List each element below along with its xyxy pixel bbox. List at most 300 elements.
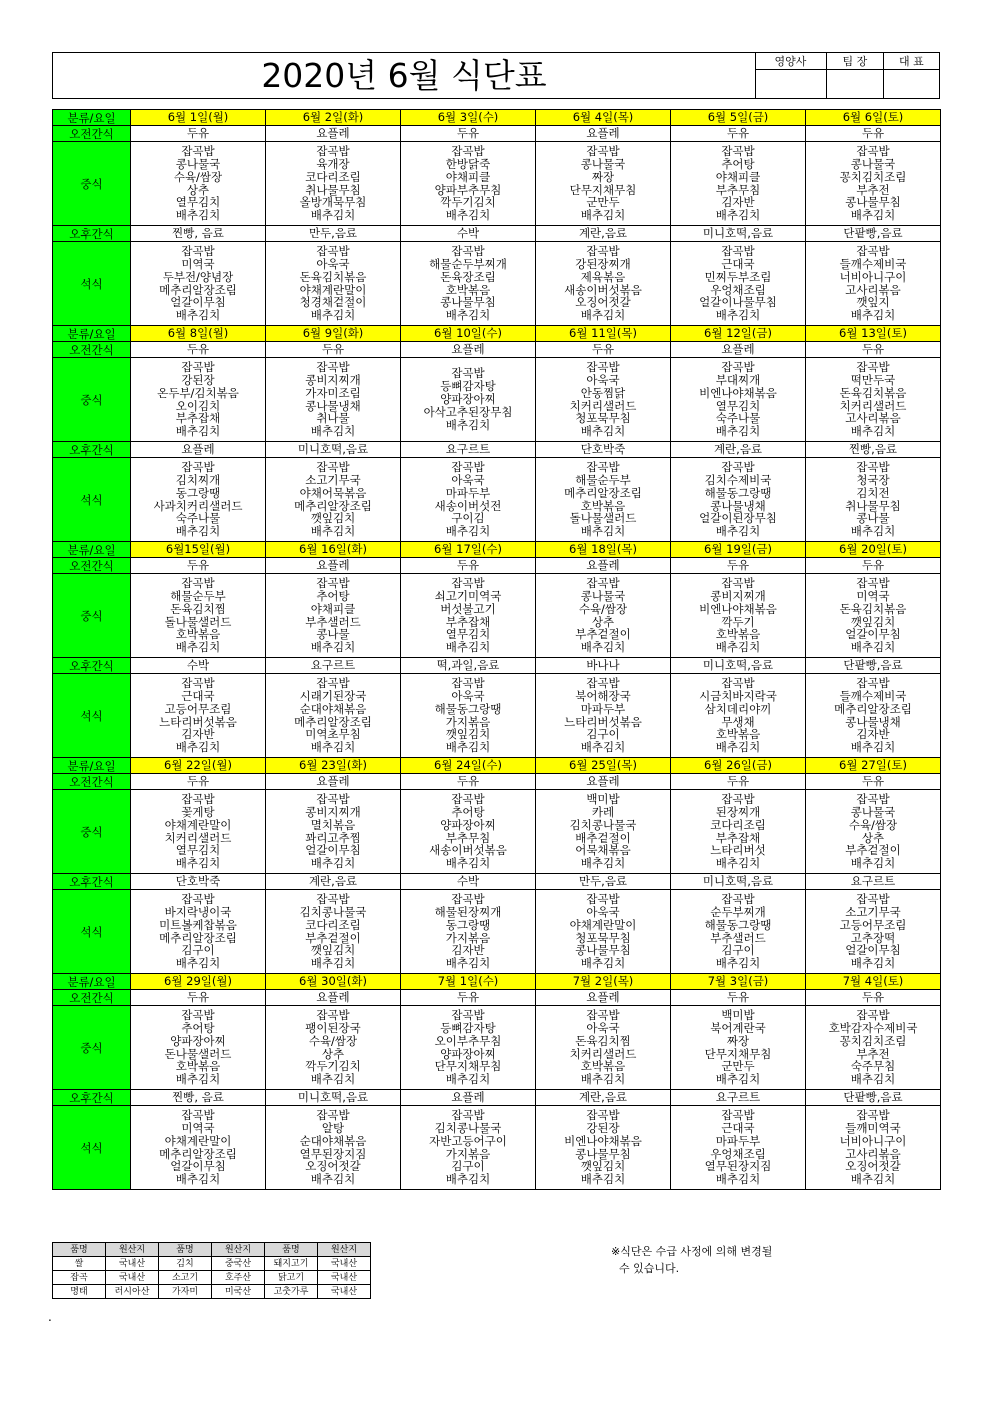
origin-cell: 돼지고기 [265,1257,318,1271]
dinner-cell-text: 잡곡밥 알탕 순대야채볶음 열무된장지짐 오징어젓갈 배추김치 [299,1107,367,1187]
pm-snack-cell [806,658,941,674]
row-label-lunch: 중식 [53,142,131,226]
lunch-cell-text: 잡곡밥 해물순두부 돈육김치찜 돌나물샐러드 호박볶음 배추김치 [164,575,232,655]
pm-snack-cell [401,226,536,242]
date-cell-text: 6월 24일(수) [434,758,502,773]
am-snack-cell-text: 두유 [321,342,345,357]
dinner-cell [131,890,266,974]
date-cell-text: 6월 5일(금) [707,110,769,125]
row-label-category: 분류/요일 [53,758,131,774]
pm-snack-cell-text: 만두,음료 [308,226,358,241]
am-snack-cell [266,126,401,142]
date-cell-text: 6월 10일(수) [434,326,502,341]
header-box [52,52,940,99]
pm-snack-cell [401,658,536,674]
dinner-cell [131,674,266,758]
lunch-cell [671,790,806,874]
dinner-cell [671,890,806,974]
date-cell [671,110,806,126]
lunch-cell [266,142,401,226]
origin-cell: 원산지 [106,1243,159,1257]
lunch-cell-text: 잡곡밥 팽이된장국 수육/쌈장 상추 깍두기김치 배추김치 [305,1007,361,1087]
date-cell [401,758,536,774]
dinner-cell-text: 잡곡밥 순두부찌개 해물동그랑땡 부추샐러드 김구이 배추김치 [704,891,772,971]
row-label-dinner: 석식 [53,1106,131,1190]
dinner-cell-text: 잡곡밥 아욱국 야채계란말이 청포묵무침 콩나물무침 배추김치 [569,891,637,971]
lunch-cell [401,1006,536,1090]
pm-snack-cell [671,226,806,242]
date-cell-text: 6월 20일(토) [839,542,907,557]
lunch-cell [401,142,536,226]
approval-sign-slot [883,70,939,99]
dinner-cell [131,1106,266,1190]
pm-snack-cell [131,658,266,674]
pm-snack-cell [671,442,806,458]
row-label-pm: 오후간식 [53,226,131,242]
am-snack-cell-text: 두유 [186,774,210,789]
date-cell-text: 6월 23일(화) [299,758,367,773]
date-cell-text: 6월 11일(목) [569,326,637,341]
row-label-lunch: 중식 [53,358,131,442]
dinner-cell-text: 잡곡밥 해물된장찌개 동그랑땡 가지볶음 김자반 배추김치 [434,891,502,971]
row-label-pm: 오후간식 [53,442,131,458]
row-label-dinner: 석식 [53,242,131,326]
lunch-cell [401,790,536,874]
origin-cell: 김치 [159,1257,212,1271]
date-cell [131,974,266,990]
lunch-cell [266,574,401,658]
pm-snack-cell [266,658,401,674]
am-snack-cell [671,558,806,574]
approval-team-leader: 팀 장 [826,53,883,70]
origin-cell: 가자미 [159,1285,212,1299]
am-snack-cell-text: 두유 [186,126,210,141]
week-1-pm-row [53,226,941,242]
origin-cell: 국내산 [318,1271,371,1285]
pm-snack-cell-text: 미니호떡,음료 [297,1090,369,1105]
date-cell [671,974,806,990]
week-1-lunch-row [53,142,941,226]
pm-snack-cell-text: 찐빵, 음료 [172,226,224,241]
origin-cell: 원산지 [318,1243,371,1257]
dinner-cell [536,458,671,542]
origin-cell: 국내산 [106,1271,159,1285]
date-cell-text: 6월 17일(수) [434,542,502,557]
am-snack-cell-text: 두유 [861,774,885,789]
date-cell-text: 7월 4일(토) [842,974,904,989]
pm-snack-cell [671,1090,806,1106]
am-snack-cell [671,990,806,1006]
pm-snack-cell [536,658,671,674]
pm-snack-cell-text: 계란,음료 [578,1090,628,1105]
dinner-cell-text: 잡곡밥 미역국 야채계란말이 메추리알장조림 얼갈이무침 배추김치 [159,1107,237,1187]
date-cell [806,758,941,774]
origin-cell: 명태 [53,1285,106,1299]
am-snack-cell-text: 요플레 [316,774,350,789]
origin-cell: 닭고기 [265,1271,318,1285]
date-cell-text: 6월 6일(토) [842,110,904,125]
pm-snack-cell-text: 미니호떡,음료 [702,658,774,673]
am-snack-cell-text: 요플레 [316,558,350,573]
lunch-cell [131,142,266,226]
origin-cell: 품명 [265,1243,318,1257]
pm-snack-cell [131,1090,266,1106]
date-cell-text: 6월 26일(금) [704,758,772,773]
dinner-cell [266,458,401,542]
lunch-cell-text: 잡곡밥 육개장 코다리조림 취나물무침 올방개묵무침 배추김치 [299,143,367,223]
row-label-lunch: 중식 [53,1006,131,1090]
origin-cell: 품명 [159,1243,212,1257]
am-snack-cell [131,126,266,142]
week-2-dates-row [53,326,941,342]
dinner-cell-text: 잡곡밥 아욱국 마파두부 새송이버섯전 구이김 배추김치 [434,459,502,539]
am-snack-cell [131,558,266,574]
week-5-lunch-row [53,1006,941,1090]
lunch-cell-text: 잡곡밥 호박감자수제비국 꽁치김치조림 부추전 숙주무침 배추김치 [828,1007,918,1087]
meal-plan-table [52,109,941,1190]
dinner-cell [536,1106,671,1190]
pm-snack-cell-text: 단호박죽 [580,442,626,457]
row-label-am: 오전간식 [53,126,131,142]
pm-snack-cell-text: 요구르트 [850,874,896,889]
date-cell-text: 6월 19일(금) [704,542,772,557]
pm-snack-cell [806,226,941,242]
date-cell-text: 6월 3일(수) [437,110,499,125]
dinner-cell-text: 잡곡밥 김치수제비국 해물동그랑땡 콩나물냉채 얼갈이된장무침 배추김치 [699,459,777,539]
row-label-dinner: 석식 [53,890,131,974]
lunch-cell [536,1006,671,1090]
origin-cell: 품명 [53,1243,106,1257]
lunch-cell-text: 잡곡밥 강된장 온두부/김치볶음 오이김치 부추잡채 배추김치 [157,359,239,439]
origin-row [53,1257,371,1271]
week-1-dinner-row [53,242,941,326]
am-snack-cell [266,990,401,1006]
dinner-cell-text: 잡곡밥 김치콩나물국 자반고등어구이 가지볶음 김구이 배추김치 [429,1107,507,1187]
pm-snack-cell-text: 계란,음료 [308,874,358,889]
row-label-dinner: 석식 [53,674,131,758]
lunch-cell-text: 잡곡밥 콩나물국 짜장 단무지채무침 군만두 배추김치 [569,143,637,223]
origin-row [53,1243,371,1257]
date-cell-text: 6월 25일(목) [569,758,637,773]
date-cell [536,326,671,342]
date-cell [536,974,671,990]
lunch-cell-text: 잡곡밥 꽃게탕 야채계란말이 치커리샐러드 열무김치 배추김치 [164,791,232,871]
date-cell-text: 7월 2일(목) [572,974,634,989]
lunch-cell [131,790,266,874]
lunch-cell [671,142,806,226]
pm-snack-cell-text: 찐빵, 음료 [172,1090,224,1105]
dinner-cell-text: 잡곡밥 아욱국 해물동그랑땡 가지볶음 깻잎김치 배추김치 [434,675,502,755]
am-snack-cell [266,342,401,358]
date-cell-text: 7월 3일(금) [707,974,769,989]
pm-snack-cell-text: 단팥빵,음료 [843,1090,903,1105]
dinner-cell-text: 잡곡밥 강된장찌개 제육볶음 새송이버섯볶음 오징어젓갈 배추김치 [564,243,642,323]
am-snack-cell-text: 요플레 [451,342,485,357]
dinner-cell [806,890,941,974]
lunch-cell-text: 백미밥 북어계란국 짜장 단무지채무침 군만두 배추김치 [704,1007,772,1087]
am-snack-cell-text: 두유 [456,126,480,141]
date-cell-text: 6월 8일(월) [167,326,229,341]
lunch-cell-text: 잡곡밥 한방닭죽 야채피클 양파부추무침 깍두기김치 배추김치 [434,143,502,223]
date-cell [401,326,536,342]
lunch-cell-text: 잡곡밥 등뼈감자탕 오이부추무침 양파장아찌 단무지채무침 배추김치 [434,1007,502,1087]
lunch-cell-text: 잡곡밥 콩나물국 꽁치김치조림 부추전 콩나물무침 배추김치 [839,143,907,223]
origin-row [53,1271,371,1285]
week-4-am-row [53,774,941,790]
am-snack-cell-text: 두유 [456,990,480,1005]
lunch-cell [131,1006,266,1090]
row-label-am: 오전간식 [53,774,131,790]
date-cell [401,542,536,558]
lunch-cell-text: 잡곡밥 미역국 돈육김치볶음 깻잎김치 얼갈이무침 배추김치 [839,575,907,655]
am-snack-cell [401,126,536,142]
lunch-cell [806,142,941,226]
dinner-cell-text: 잡곡밥 들깨수제비국 너비아니구이 고사리볶음 깻잎지 배추김치 [839,243,907,323]
origin-row [53,1285,371,1299]
dinner-cell [131,458,266,542]
dinner-cell-text: 잡곡밥 미역국 두부전/양념장 메추리알장조림 얼갈이무침 배추김치 [159,243,237,323]
dinner-cell-text: 잡곡밥 바지락냉이국 미트볼케찹볶음 메추리알장조림 김구이 배추김치 [159,891,237,971]
pm-snack-cell [401,442,536,458]
pm-snack-cell [131,226,266,242]
date-cell [806,326,941,342]
lunch-cell-text: 잡곡밥 추어탕 양파장아찌 부추무침 새송이버섯볶음 배추김치 [429,791,507,871]
am-snack-cell-text: 요플레 [721,342,755,357]
date-cell-text: 6월 16일(화) [299,542,367,557]
date-cell [266,758,401,774]
lunch-cell-text: 잡곡밥 부대찌개 비엔나야채볶음 열무김치 숙주나물 배추김치 [699,359,777,439]
origin-cell: 호주산 [212,1271,265,1285]
date-cell [671,326,806,342]
am-snack-cell-text: 두유 [726,558,750,573]
am-snack-cell-text: 두유 [861,342,885,357]
lunch-cell [536,790,671,874]
am-snack-cell-text: 두유 [456,558,480,573]
pm-snack-cell-text: 단팥빵,음료 [843,658,903,673]
lunch-cell [806,574,941,658]
lunch-cell [266,790,401,874]
dinner-cell [806,242,941,326]
pm-snack-cell-text: 요구르트 [715,1090,761,1105]
am-snack-cell [401,558,536,574]
dinner-cell [401,242,536,326]
date-cell-text: 6월 12일(금) [704,326,772,341]
lunch-cell [266,358,401,442]
date-cell-text: 6월 30일(화) [299,974,367,989]
am-snack-cell [671,126,806,142]
lunch-cell [671,574,806,658]
row-label-category: 분류/요일 [53,542,131,558]
am-snack-cell-text: 두유 [591,342,615,357]
pm-snack-cell-text: 수박 [456,874,480,889]
dinner-cell-text: 잡곡밥 아욱국 돈육김치볶음 야채계란말이 청경채겉절이 배추김치 [299,243,367,323]
date-cell-text: 6월 4일(목) [572,110,634,125]
row-label-category: 분류/요일 [53,326,131,342]
pm-snack-cell-text: 계란,음료 [578,226,628,241]
dinner-cell [266,890,401,974]
origin-cell: 국내산 [318,1285,371,1299]
dinner-cell [401,890,536,974]
am-snack-cell-text: 요플레 [316,126,350,141]
week-3-pm-row [53,658,941,674]
pm-snack-cell-text: 미니호떡,음료 [702,226,774,241]
week-3-dinner-row [53,674,941,758]
origin-cell: 러시아산 [106,1285,159,1299]
pm-snack-cell [401,1090,536,1106]
dinner-cell [671,242,806,326]
pm-snack-cell [536,226,671,242]
dinner-cell [806,674,941,758]
lunch-cell-text: 잡곡밥 콩비지찌개 멸치볶음 꽈리고추찜 얼갈이무침 배추김치 [305,791,361,871]
dinner-cell [806,458,941,542]
date-cell [131,758,266,774]
dinner-cell-text: 잡곡밥 근대국 민찌두부조림 우엉채조림 얼갈이나물무침 배추김치 [699,243,777,323]
dinner-cell-text: 잡곡밥 근대국 고등어무조림 느타리버섯볶음 김자반 배추김치 [159,675,237,755]
origin-cell: 소고기 [159,1271,212,1285]
am-snack-cell [536,342,671,358]
week-2-am-row [53,342,941,358]
pm-snack-cell-text: 떡,과일,음료 [436,658,500,673]
pm-snack-cell [671,658,806,674]
row-label-am: 오전간식 [53,558,131,574]
dinner-cell-text: 잡곡밥 소고기무국 고등어무조림 고추장떡 얼갈이무침 배추김치 [839,891,907,971]
lunch-cell [401,574,536,658]
origin-cell: 중국산 [212,1257,265,1271]
date-cell [266,326,401,342]
am-snack-cell [806,342,941,358]
week-4-dates-row [53,758,941,774]
lunch-cell-text: 잡곡밥 아욱국 안동찜닭 치커리샐러드 청포묵무침 배추김치 [569,359,637,439]
date-cell-text: 6월 29일(월) [164,974,232,989]
row-label-pm: 오후간식 [53,658,131,674]
date-cell [131,110,266,126]
am-snack-cell-text: 요플레 [586,774,620,789]
lunch-cell-text: 잡곡밥 추어탕 양파장아찌 돈나물샐러드 호박볶음 배추김치 [164,1007,232,1087]
am-snack-cell [806,774,941,790]
dinner-cell [266,1106,401,1190]
dinner-cell-text: 잡곡밥 근대국 마파두부 우엉채조림 열무된장지짐 배추김치 [704,1107,772,1187]
row-label-pm: 오후간식 [53,1090,131,1106]
am-snack-cell [536,558,671,574]
date-cell [401,110,536,126]
week-3-am-row [53,558,941,574]
am-snack-cell-text: 두유 [861,558,885,573]
dinner-cell-text: 잡곡밥 해물순두부 메추리알장조림 호박볶음 돌나물샐러드 배추김치 [564,459,642,539]
am-snack-cell [131,774,266,790]
pm-snack-cell-text: 미니호떡,음료 [702,874,774,889]
am-snack-cell-text: 두유 [726,990,750,1005]
week-1-am-row [53,126,941,142]
row-label-lunch: 중식 [53,790,131,874]
date-cell [806,542,941,558]
lunch-cell [806,358,941,442]
change-notice-line: 수 있습니다. [619,1262,680,1275]
pm-snack-cell-text: 계란,음료 [713,442,763,457]
approval-box [755,53,939,98]
lunch-cell [671,358,806,442]
lunch-cell [131,358,266,442]
pm-snack-cell [266,226,401,242]
date-cell [266,974,401,990]
pm-snack-cell [536,874,671,890]
row-label-lunch: 중식 [53,574,131,658]
lunch-cell [536,574,671,658]
date-cell-text: 6월 9일(화) [302,326,364,341]
dinner-cell-text: 잡곡밥 시금치바지락국 삼치데리야끼 무생채 호박볶음 배추김치 [699,675,777,755]
origin-cell: 원산지 [212,1243,265,1257]
origin-cell: 국내산 [106,1257,159,1271]
pm-snack-cell [266,1090,401,1106]
page-title: 2020년 6월 식단표 [53,53,756,98]
row-label-category: 분류/요일 [53,110,131,126]
date-cell-text: 6월 13일(토) [839,326,907,341]
dinner-cell [266,674,401,758]
date-cell [536,110,671,126]
row-label-am: 오전간식 [53,990,131,1006]
am-snack-cell [131,342,266,358]
origin-cell: 고춧가루 [265,1285,318,1299]
lunch-cell [806,1006,941,1090]
lunch-cell-text: 잡곡밥 아욱국 돈육김치찜 치커리샐러드 호박볶음 배추김치 [569,1007,637,1087]
date-cell [671,542,806,558]
pm-snack-cell [266,874,401,890]
week-2-pm-row [53,442,941,458]
dinner-cell-text: 잡곡밥 북어해장국 마파두부 느타리버섯볶음 김구이 배추김치 [564,675,642,755]
am-snack-cell [536,774,671,790]
date-cell [401,974,536,990]
row-label-category: 분류/요일 [53,974,131,990]
week-4-pm-row [53,874,941,890]
dinner-cell-text: 잡곡밥 강된장 비엔나야채볶음 콩나물무침 깻잎김치 배추김치 [564,1107,642,1187]
row-label-am: 오전간식 [53,342,131,358]
lunch-cell-text: 잡곡밥 된장찌개 코다리조림 부추잡채 느타리버섯 배추김치 [710,791,766,871]
pm-snack-cell-text: 찐빵,음료 [848,442,898,457]
date-cell-text: 6월15일(월) [165,542,231,557]
pm-snack-cell [266,442,401,458]
approval-nutritionist: 영양사 [755,53,826,70]
date-cell-text: 6월 2일(화) [302,110,364,125]
week-1-dates-row [53,110,941,126]
dinner-cell-text: 잡곡밥 김치찌개 동그랑땡 사과치커리샐러드 숙주나물 배추김치 [153,459,243,539]
lunch-cell [536,358,671,442]
am-snack-cell [671,774,806,790]
origin-table [52,1242,371,1299]
week-5-dates-row [53,974,941,990]
am-snack-cell [806,558,941,574]
am-snack-cell-text: 두유 [456,774,480,789]
pm-snack-cell [131,874,266,890]
pm-snack-cell-text: 미니호떡,음료 [297,442,369,457]
lunch-cell-text: 잡곡밥 콩나물국 수육/쌈장 상추 열무김치 배추김치 [173,143,223,223]
am-snack-cell [401,342,536,358]
lunch-cell [131,574,266,658]
dinner-cell [401,1106,536,1190]
lunch-cell-text: 백미밥 카레 김치콩나물국 배추겉절이 어묵채볶음 배추김치 [569,791,637,871]
lunch-cell [401,358,536,442]
lunch-cell-text: 잡곡밥 콩비지찌개 비엔나야채볶음 깍두기 호박볶음 배추김치 [699,575,777,655]
am-snack-cell [536,990,671,1006]
pm-snack-cell-text: 요플레 [181,442,215,457]
week-4-dinner-row [53,890,941,974]
dinner-cell-text: 잡곡밥 소고기무국 야채어묵볶음 메추리알장조림 깻잎김치 배추김치 [294,459,372,539]
pm-snack-cell [671,874,806,890]
dinner-cell [131,242,266,326]
lunch-cell-text: 잡곡밥 떡만두국 돈육김치볶음 치커리샐러드 고사리볶음 배추김치 [839,359,907,439]
lunch-cell-text: 잡곡밥 등뼈감자탕 양파장아찌 아삭고추된장무침 배추김치 [423,366,513,432]
origin-cell: 쌀 [53,1257,106,1271]
am-snack-cell [266,558,401,574]
dinner-cell-text: 잡곡밥 청국장 김치전 취나물무침 콩나물 배추김치 [845,459,901,539]
